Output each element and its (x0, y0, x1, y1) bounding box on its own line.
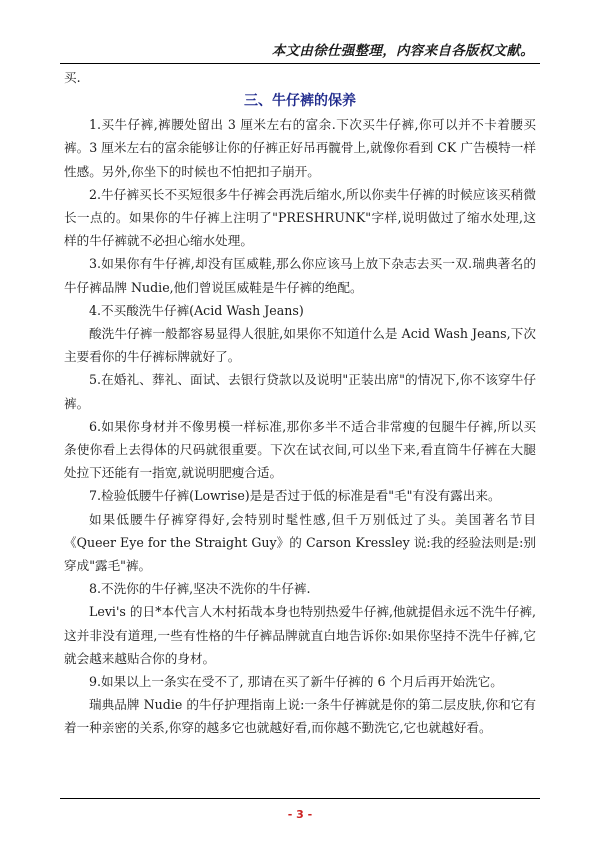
footer-rule (60, 798, 540, 799)
paragraph-7: 6.如果你身材并不像男模一样标准,那你多半不适合非常瘦的包腿牛仔裤,所以买条使你看上去得体的尺码就很重要。下次在试衣间,可以坐下来,看直筒牛仔裤在大腿处拉下还能有一指宽,就说明肥瘦合适。 (64, 418, 536, 481)
paragraph-9: 如果低腰牛仔裤穿得好,会特别时髦性感,但千万别低过了头。美国著名节目《Queer Eye for the Straight Guy》的 Carson Kressley 说:我的经验法则是:别穿成"露毛"裤。 (64, 511, 536, 574)
paragraph-3: 3.如果你有牛仔裤,却没有匡威鞋,那么你应该马上放下杂志去买一双.瑞典著名的牛仔裤品牌 Nudie,他们曾说匡威鞋是牛仔裤的绝配。 (64, 256, 536, 295)
page-number: - 3 - (287, 808, 313, 821)
section-title: 三、牛仔裤的保养 (244, 93, 356, 110)
paragraph-11: Levi's 的日*本代言人木村拓哉本身也特别热爱牛仔裤,他就提倡永远不洗牛仔裤,这并非没有道理,一些有性格的牛仔裤品牌就直白地告诉你:如果你坚持不洗牛仔裤,它就会越来越贴合你的身材。 (64, 604, 536, 666)
page-header (60, 33, 540, 64)
paragraph-1: 1.买牛仔裤,裤腰处留出 3 厘米左右的富余.下次买牛仔裤,你可以并不卡着腰买裤。3 厘米左右的富余能够让你的仔裤正好吊再髋骨上,就像你看到 CK 广告模特一样性感。另外,你坐下的时候也不怕把扣子崩开。 (64, 117, 536, 179)
header-text: 本文由徐仕强整理，内容来自各版权文献。 (271, 43, 534, 59)
paragraph-13: 瑞典品牌 Nudie 的牛仔护理指南上说:一条牛仔裤就是你的第二层皮肤,你和它有着一种亲密的关系,你穿的越多它也就越好看,而你越不勤洗它,它也就越好看。 (64, 697, 536, 736)
paragraph-8: 7.检验低腰牛仔裤(Lowrise)是是否过于低的标准是看"毛"有没有露出来。 (89, 488, 501, 504)
paragraph-4: 4.不买酸洗牛仔裤(Acid Wash Jeans) (89, 302, 304, 318)
paragraph-5: 酸洗牛仔裤一般都容易显得人很脏,如果你不知道什么是 Acid Wash Jeans,下次主要看你的牛仔裤标牌就好了。 (64, 326, 536, 365)
carry-over-text: 买. (64, 70, 81, 85)
paragraph-6: 5.在婚礼、葬礼、面试、去银行贷款以及说明"正装出席"的情况下,你不该穿牛仔裤。 (64, 372, 536, 411)
document-body (64, 66, 536, 740)
paragraph-2: 2.牛仔裤买长不买短很多牛仔裤会再洗后缩水,所以你卖牛仔裤的时候应该买稍微长一点的。如果你的牛仔裤上注明了"PRESHRUNK"字样,说明做过了缩水处理,这样的牛仔裤就不必担心缩水处理。 (64, 186, 536, 249)
paragraph-10: 8.不洗你的牛仔裤,坚决不洗你的牛仔裤. (89, 581, 311, 597)
paragraph-12: 9.如果以上一条实在受不了, 那请在买了新牛仔裤的 6 个月后再开始洗它。 (89, 674, 503, 690)
